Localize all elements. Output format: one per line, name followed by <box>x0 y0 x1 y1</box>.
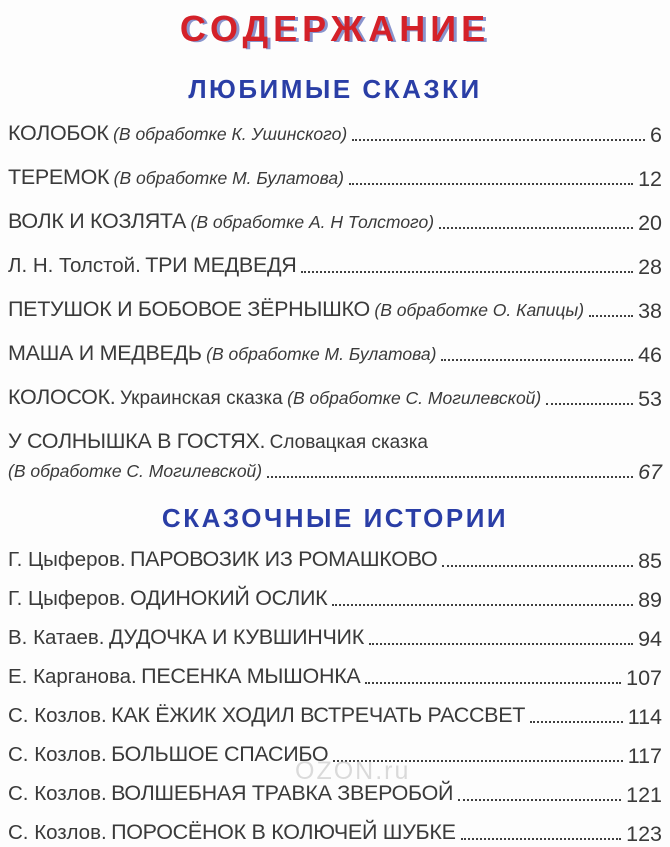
page-number: 123 <box>626 822 662 846</box>
dot-leader <box>365 682 621 684</box>
toc-entries <box>8 547 662 847</box>
page-number: 107 <box>626 666 662 690</box>
toc-entry <box>8 165 662 192</box>
dot-leader <box>352 139 645 141</box>
section-favorite-tales <box>8 74 662 485</box>
entry-text: Г. Цыферов. ПАРОВОЗИК ИЗ РОМАШКОВО <box>8 547 438 571</box>
dot-leader <box>458 799 621 801</box>
dot-leader <box>267 476 633 478</box>
toc-entry-line1 <box>8 429 662 456</box>
section-fairy-stories <box>8 503 662 847</box>
dot-leader <box>439 227 633 229</box>
entry-text: С. Козлов. КАК ЁЖИК ХОДИЛ ВСТРЕЧАТЬ РАССВЕТ <box>8 703 526 727</box>
toc-entries <box>8 121 662 485</box>
toc-entry <box>8 742 662 769</box>
entry-text: С. Козлов. ВОЛШЕБНАЯ ТРАВКА ЗВЕРОБОЙ <box>8 781 454 805</box>
page-number: 46 <box>638 343 662 367</box>
dot-leader <box>441 359 633 361</box>
entry-text: ТЕРЕМОК (В обработке М. Булатова) <box>8 165 344 189</box>
dot-leader <box>546 403 633 405</box>
dot-leader <box>442 565 633 567</box>
entry-text: С. Козлов. БОЛЬШОЕ СПАСИБО <box>8 742 329 766</box>
dot-leader <box>530 721 623 723</box>
page-number: 28 <box>638 255 662 279</box>
dot-leader <box>349 183 633 185</box>
dot-leader <box>301 271 633 273</box>
toc-entry <box>8 781 662 808</box>
toc-entry <box>8 547 662 574</box>
toc-entry <box>8 586 662 613</box>
page-number: 117 <box>627 744 662 768</box>
page-number: 12 <box>638 167 662 191</box>
entry-text: (В обработке С. Могилевской) <box>8 461 263 481</box>
dot-leader <box>369 643 633 645</box>
page-number: 114 <box>627 705 662 729</box>
page-title: СОДЕРЖАНИЕ <box>179 8 491 49</box>
page-number: 38 <box>638 299 662 323</box>
entry-text: В. Катаев. ДУДОЧКА И КУВШИНЧИК <box>8 625 364 649</box>
entry-text: ПЕТУШОК И БОБОВОЕ ЗЁРНЫШКО (В обработке О. Капицы) <box>8 297 585 321</box>
dot-leader <box>332 604 633 606</box>
entry-text: МАША И МЕДВЕДЬ (В обработке М. Булатова) <box>8 341 437 365</box>
toc-entry <box>8 297 662 324</box>
toc-entry <box>8 664 662 691</box>
entry-text: Е. Карганова. ПЕСЕНКА МЫШОНКА <box>8 664 361 688</box>
toc-entry <box>8 341 662 368</box>
page-number: 6 <box>650 123 662 147</box>
dot-leader <box>589 315 633 317</box>
toc-entry <box>8 820 662 847</box>
entry-text: КОЛОБОК (В обработке К. Ушинского) <box>8 121 348 145</box>
page-number: 53 <box>638 387 662 411</box>
entry-text: У СОЛНЫШКА В ГОСТЯХ. Словацкая сказка <box>8 429 428 453</box>
toc-entry <box>8 121 662 148</box>
toc-entry <box>8 385 662 412</box>
page-number: 20 <box>638 211 662 235</box>
page-number: 94 <box>638 627 662 651</box>
toc-entry <box>8 703 662 730</box>
page-number: 85 <box>638 549 662 573</box>
section-heading: СКАЗОЧНЫЕ ИСТОРИИ <box>161 503 509 533</box>
page-number: 67 <box>638 460 662 484</box>
entry-text: КОЛОСОК. Украинская сказка (В обработке С. Могилевской) <box>8 385 542 409</box>
entry-text: С. Козлов. ПОРОСЁНОК В КОЛЮЧЕЙ ШУБКЕ <box>8 820 456 844</box>
dot-leader <box>461 838 621 840</box>
toc-entry <box>8 209 662 236</box>
entry-text: ВОЛК И КОЗЛЯТА (В обработке А. Н Толстого) <box>8 209 435 233</box>
toc-entry <box>8 253 662 280</box>
entry-text: Г. Цыферов. ОДИНОКИЙ ОСЛИК <box>8 586 328 610</box>
dot-leader <box>333 760 622 762</box>
section-heading: ЛЮБИМЫЕ СКАЗКИ <box>188 74 482 104</box>
toc-entry <box>8 625 662 652</box>
entry-text: Л. Н. Толстой. ТРИ МЕДВЕДЯ <box>8 253 297 277</box>
page-number: 89 <box>638 588 662 612</box>
toc-entry-line2 <box>8 459 662 485</box>
watermark: OZON.ru <box>295 757 411 785</box>
page-number: 121 <box>626 783 662 807</box>
